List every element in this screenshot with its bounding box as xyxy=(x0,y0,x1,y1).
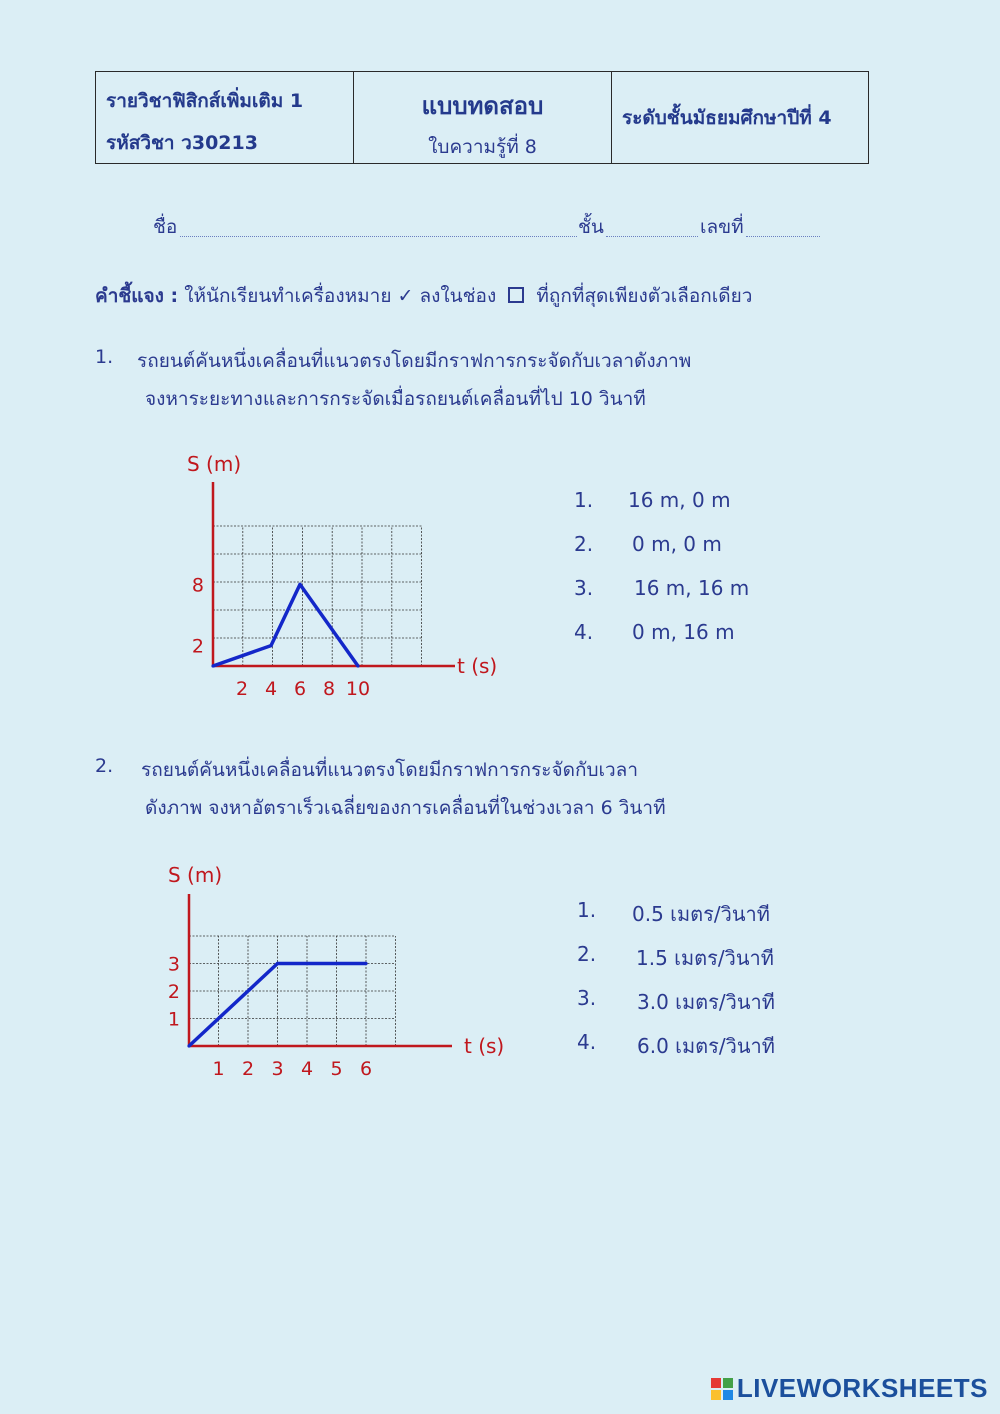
header-table xyxy=(95,71,869,164)
name-label: ชื่อ xyxy=(153,216,178,238)
option-number: 3. xyxy=(574,576,594,600)
liveworksheets-logo-icon xyxy=(711,1378,733,1400)
option-number: 3. xyxy=(577,986,597,1010)
option-text: 0 m, 16 m xyxy=(632,620,735,644)
data-point xyxy=(364,962,367,965)
x-tick-label: 6 xyxy=(359,1058,373,1080)
instruction-text-after: ที่ถูกที่สุดเพียงตัวเลือกเดียว xyxy=(536,285,753,307)
question-2 xyxy=(95,755,795,825)
option-text: 1.5 เมตร/วินาที xyxy=(636,946,774,970)
question-text-line2: ดังภาพ จงหาอัตราเร็วเฉลี่ยของการเคลื่อนที่ในช่วงเวลา 6 วินาที xyxy=(145,797,666,819)
question-text-line2: จงหาระยะทางและการกระจัดเมื่อรถยนต์เคลื่อนที่ไป 10 วินาที xyxy=(145,388,646,410)
x-tick-label: 2 xyxy=(235,678,249,700)
student-info-row xyxy=(0,208,1000,240)
x-tick-label: 2 xyxy=(241,1058,255,1080)
number-field[interactable] xyxy=(746,236,820,237)
subject-code: รหัสวิชา ว30213 xyxy=(106,132,258,154)
y-tick-label: 1 xyxy=(167,1008,180,1031)
brand-name: LIVEWORKSHEETS xyxy=(736,1373,988,1403)
checkbox-icon xyxy=(508,287,524,303)
class-label: ชั้น xyxy=(578,216,604,238)
data-point xyxy=(269,644,272,647)
question-number: 1. xyxy=(95,346,114,368)
data-point xyxy=(187,1044,190,1047)
x-tick-label: 4 xyxy=(300,1058,314,1080)
chart-2 xyxy=(155,858,535,1088)
x-tick-label: 3 xyxy=(271,1058,284,1080)
question-1 xyxy=(95,346,795,416)
sheet-number: ใบความรู้ที่ 8 xyxy=(428,136,537,158)
header-level-cell xyxy=(612,72,868,163)
subject-label: รายวิชาฟิสิกส์เพิ่มเติม 1 xyxy=(106,90,304,112)
instruction-text-before: ให้นักเรียนทำเครื่องหมาย ✓ ลงในช่อง xyxy=(184,285,497,307)
x-axis-label: t (s) xyxy=(457,654,498,678)
y-axis-label: S (m) xyxy=(168,863,223,887)
grade-level: ระดับชั้นมัธยมศึกษาปีที่ 4 xyxy=(622,106,832,129)
page-title: แบบทดสอบ xyxy=(421,92,544,120)
question-text-line1: รถยนต์คันหนึ่งเคลื่อนที่แนวตรงโดยมีกราฟการกระจัดกับเวลาดังภาพ xyxy=(137,350,692,372)
option-number: 2. xyxy=(574,532,594,556)
option-text: 0.5 เมตร/วินาที xyxy=(632,902,770,926)
chart-1 xyxy=(170,448,530,708)
data-point xyxy=(211,664,214,667)
y-tick-label: 2 xyxy=(191,635,204,658)
data-point xyxy=(276,962,279,965)
option-number: 4. xyxy=(577,1030,597,1054)
y-axis-label: S (m) xyxy=(187,452,242,476)
question-2-options xyxy=(577,898,827,1068)
x-axis-label: t (s) xyxy=(464,1034,505,1058)
question-number: 2. xyxy=(95,755,114,777)
class-field[interactable] xyxy=(606,236,698,237)
y-tick-label: 3 xyxy=(167,953,180,976)
x-tick-label: 8 xyxy=(322,678,336,700)
option-number: 2. xyxy=(577,942,597,966)
x-tick-label: 10 xyxy=(345,678,371,700)
option-text: 3.0 เมตร/วินาที xyxy=(637,990,775,1014)
data-point xyxy=(298,583,301,586)
option-text: 16 m, 16 m xyxy=(634,576,750,600)
footer-logo xyxy=(711,1373,988,1404)
option-text: 0 m, 0 m xyxy=(632,532,722,556)
y-tick-label: 8 xyxy=(191,574,204,597)
name-field[interactable] xyxy=(180,236,577,237)
data-line xyxy=(213,584,358,666)
option-number: 1. xyxy=(574,488,594,512)
instruction xyxy=(95,281,752,311)
data-point xyxy=(356,664,359,667)
instruction-label: คำชี้แจง : xyxy=(95,285,179,307)
x-tick-label: 1 xyxy=(212,1058,225,1080)
y-tick-label: 2 xyxy=(167,981,180,1003)
option-text: 6.0 เมตร/วินาที xyxy=(637,1034,775,1058)
header-subject-cell xyxy=(96,72,354,163)
x-tick-label: 4 xyxy=(264,678,278,700)
option-text: 16 m, 0 m xyxy=(628,488,731,512)
question-1-options xyxy=(574,488,814,658)
x-tick-label: 5 xyxy=(330,1058,343,1080)
header-title-cell xyxy=(354,72,612,163)
option-number: 4. xyxy=(574,620,594,644)
option-number: 1. xyxy=(577,898,597,922)
question-text-line1: รถยนต์คันหนึ่งเคลื่อนที่แนวตรงโดยมีกราฟการกระจัดกับเวลา xyxy=(141,759,638,781)
x-tick-label: 6 xyxy=(293,678,307,700)
number-label: เลขที่ xyxy=(700,216,744,238)
